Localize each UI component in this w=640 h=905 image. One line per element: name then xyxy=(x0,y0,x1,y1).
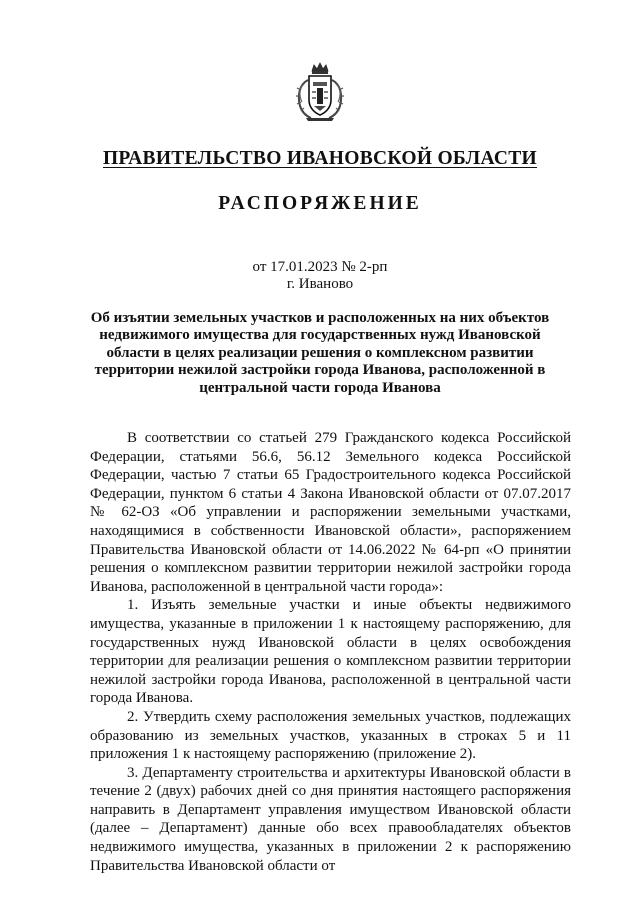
body-paragraph-preamble: В соответствии со статьей 279 Гражданского кодекса Российской Федерации, статьями 56.6, 56.12 Земельного кодекса Российской Федерации, частью 7 статьи 65 Градостроительного кодекса Российской Федерации, пунктом 6 статьи 4 Закона Ивановской области от 07.07.2017 № 62-ОЗ «Об управлении и распоряжении земельными участками, находящимися в собственности Ивановской области», распоряжением Правительства Ивановской области от 14.06.2022 № 64-рп «О принятии решения о комплексном развитии территории нежилой застройки города Иванова, расположенной в центральной части города»: xyxy=(90,430,571,595)
body-paragraph-3: 3. Департаменту строительства и архитектуры Ивановской области в течение 2 (двух) рабочих дней со дня принятия настоящего распоряжения направить в Департамент управления имуществом Ивановской области (далее – Департамент) данные обо всех правообладателях объектов недвижимого имущества, указанных в приложении 2 к распоряжению Правительства Ивановской области от xyxy=(90,764,571,874)
document-body xyxy=(90,429,571,875)
government-title: ПРАВИТЕЛЬСТВО ИВАНОВСКОЙ ОБЛАСТИ xyxy=(102,148,538,169)
body-paragraph-1: 1. Изъять земельные участки и иные объекты недвижимого имущества, указанные в приложении 1 к настоящему распоряжению, для государственных нужд Ивановской области в целях освобождения территории для реализации решения о комплексном развитии территории нежилой застройки города Иванова, расположенной в центральной части города Иванова. xyxy=(90,597,571,707)
coat-of-arms-icon xyxy=(294,62,346,122)
body-paragraph-2: 2. Утвердить схему расположения земельных участков, подлежащих образованию из земельных участков, указанных в строках 5 и 11 приложения 1 к настоящему распоряжению (приложение 2). xyxy=(90,708,571,763)
document-city: г. Иваново xyxy=(286,276,354,292)
document-type-title: РАСПОРЯЖЕНИЕ xyxy=(218,193,422,214)
document-date-number: от 17.01.2023 № 2-рп xyxy=(252,259,388,275)
document-subject: Об изъятии земельных участков и расположенных на них объектов недвижимого имущества для государственных нужд Ивановской области в целях реализации решения о комплексном развитии территории нежилой застройки города Иванова, расположенной в центральной части города Иванова xyxy=(90,310,550,396)
